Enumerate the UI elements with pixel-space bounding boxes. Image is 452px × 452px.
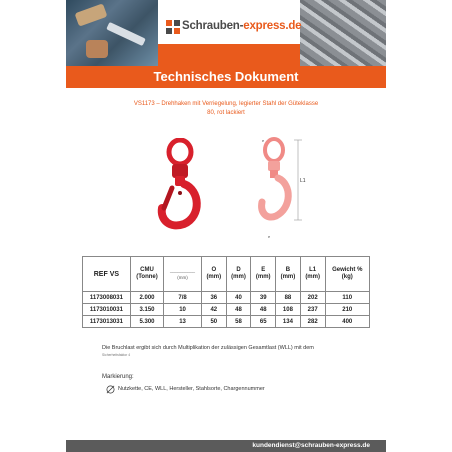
table-cell: 13 [164, 316, 202, 328]
table-cell: 2.000 [130, 292, 163, 304]
table-header-cell [251, 257, 276, 292]
drawing-label-l1: L1 [300, 178, 306, 184]
table-header-cell [276, 257, 301, 292]
table-header-text: L1 [309, 267, 317, 273]
ref-cell: 1173008031 [83, 292, 131, 304]
drawing-label-top: e [262, 138, 265, 143]
table-header-text: CMU [140, 267, 154, 273]
brand-accent-bar [158, 44, 300, 66]
product-description [100, 100, 352, 118]
table-cell: 3.150 [130, 304, 163, 316]
table-header-cell [226, 257, 251, 292]
logo-text[interactable] [182, 20, 301, 32]
logo-text-part2: express.de [243, 20, 302, 32]
description-line-2: 80, rot lackiert [207, 110, 245, 116]
marking-label: Markierung: [102, 374, 134, 380]
table-cell: 48 [226, 304, 251, 316]
table-row [83, 292, 370, 304]
diameter-icon [106, 385, 115, 394]
table-header-text: E [261, 267, 266, 273]
swivel-hook-photo [150, 138, 210, 230]
breaking-load-note: Die Bruchlast ergibt sich durch Multiplikation der zulässigen Gesamtlast (WLL) mit dem [102, 345, 314, 351]
table-cell: 39 [251, 292, 276, 304]
table-cell: 10 [164, 304, 202, 316]
table-header-text: (kg) [341, 274, 353, 280]
table-cell: 110 [325, 292, 369, 304]
footer-bar [66, 440, 386, 452]
table-cell: 134 [276, 316, 301, 328]
table-header-text: B [285, 267, 291, 273]
table-cell: 36 [201, 292, 226, 304]
table-cell: 210 [325, 304, 369, 316]
table-header-cell [325, 257, 369, 292]
footer-email-link[interactable]: kundendienst@schrauben-express.de [252, 442, 370, 449]
header-banner [66, 0, 386, 66]
tools-photo [66, 0, 158, 66]
table-header-row [83, 257, 370, 292]
table-cell: 88 [276, 292, 301, 304]
table-row [83, 304, 370, 316]
table-cell: 48 [251, 304, 276, 316]
table-cell: 5.300 [130, 316, 163, 328]
technical-drawing [254, 136, 316, 242]
table-cell: 237 [300, 304, 325, 316]
safety-factor-note: Sicherheitsfaktor 4 [102, 353, 131, 357]
description-line-1: VS1173 – Drehhaken mit Verriegelung, legierter Stahl der Güteklasse [133, 101, 319, 107]
marking-text: Nutzkette, CE, WLL, Hersteller, Stahlsorte, Chargennummer [118, 386, 265, 392]
ref-cell: 1173010031 [83, 304, 131, 316]
table-header-text: (mm) [305, 274, 320, 280]
table-cell: 40 [226, 292, 251, 304]
table-header-text: __________ [170, 268, 196, 273]
table-header-text: D [236, 267, 241, 273]
table-header-text: (Tonne) [136, 274, 158, 280]
table-header-cell [83, 257, 131, 292]
table-cell: 42 [201, 304, 226, 316]
specification-table [82, 256, 370, 328]
logo-icon [166, 20, 180, 34]
table-header-cell [130, 257, 163, 292]
table-cell: 58 [226, 316, 251, 328]
ref-cell: 1173013031 [83, 316, 131, 328]
table-cell: 65 [251, 316, 276, 328]
table-header-cell [300, 257, 325, 292]
table-header-text: O [211, 267, 217, 273]
table-header-cell [201, 257, 226, 292]
table-row [83, 316, 370, 328]
table-header-cell [164, 257, 202, 292]
table-header-text: (mm) [231, 274, 246, 280]
table-cell: 400 [325, 316, 369, 328]
table-header-text: REF VS [93, 270, 120, 278]
table-cell: 282 [300, 316, 325, 328]
table-header-text: (mm) [280, 274, 296, 280]
table-cell: 50 [201, 316, 226, 328]
title-bar [66, 66, 386, 88]
screws-photo [300, 0, 386, 66]
table-header-text: Gewicht % [332, 267, 363, 273]
table-cell: 7/8 [164, 292, 202, 304]
table-cell: 202 [300, 292, 325, 304]
logo-text-part1: Schrauben- [182, 20, 244, 32]
table-cell: 108 [276, 304, 301, 316]
drawing-label-bottom: e [268, 234, 271, 239]
table-header-text: (mm) [206, 274, 222, 280]
table-header-text: (mm) [177, 275, 188, 280]
table-body [83, 292, 370, 328]
table-header-text: (mm) [255, 274, 271, 280]
page-title: Technisches Dokument [153, 69, 299, 84]
